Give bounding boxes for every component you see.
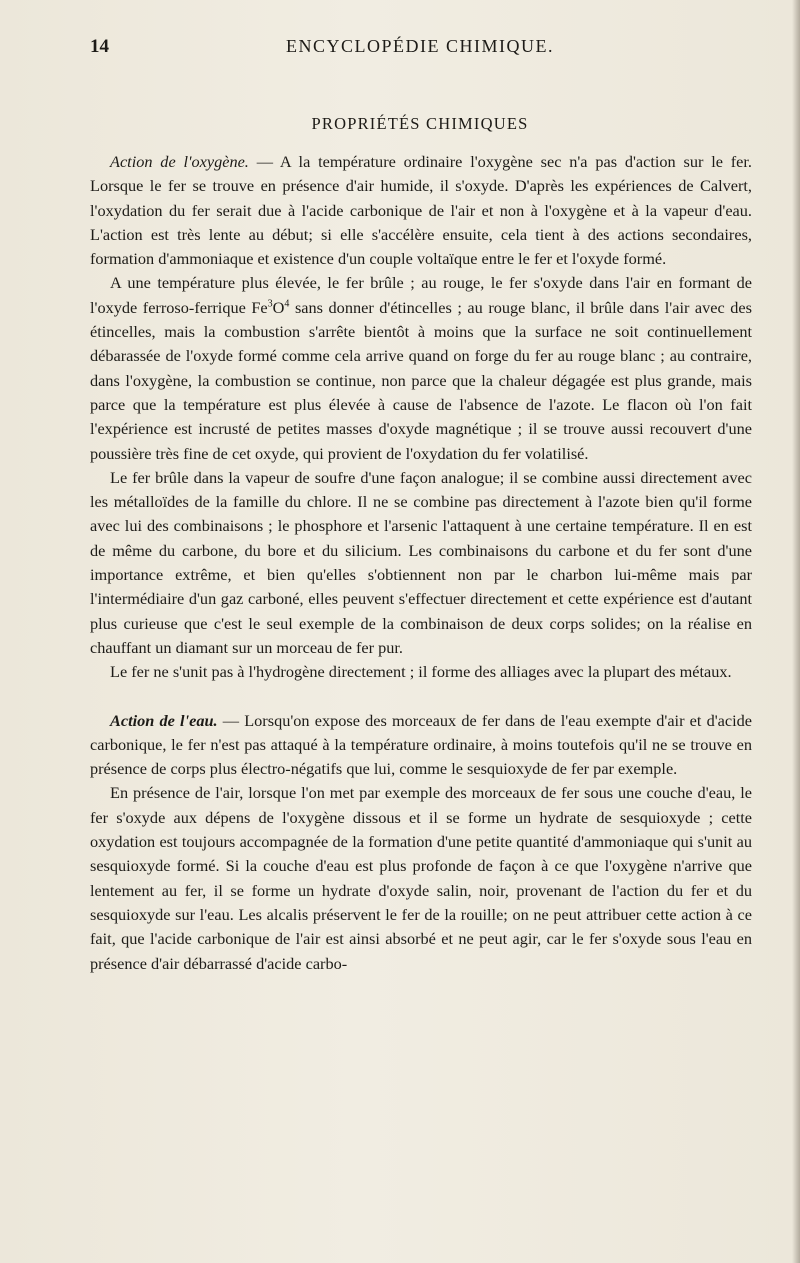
section-title: PROPRIÉTÉS CHIMIQUES bbox=[311, 114, 529, 133]
paragraph-lead: Action de l'oxygène. bbox=[110, 152, 249, 171]
body-text bbox=[90, 150, 752, 976]
paragraph-air-presence bbox=[90, 781, 752, 975]
formula-oxygen: O bbox=[272, 297, 285, 317]
page-header bbox=[90, 36, 750, 60]
paragraph-text: Le fer brûle dans la vapeur de soufre d'une façon analogue; il se combine aussi directement avec les métalloïdes de la famille du chlore. Il ne se combine pas directement à l'azote bien qu'il forme avec lui des combinaisons ; le phosphore et l'arsenic l'attaquent à une certaine température. Il en est de même du carbone, du bore et du silicium. Les combinaisons du carbone et du fer sont d'une importance extrême, et bien qu'elles s'obtiennent non par le charbon lui-même mais par l'intermédiaire d'un gaz carboné, elles peuvent s'effectuer directement et cette expérience est d'autant plus curieuse que c'est le seul exemple de la combinaison de deux corps solides; on la réalise en chauffant un diamant sur un morceau de fer pur. bbox=[90, 467, 752, 657]
paragraph-text: En présence de l'air, lorsque l'on met par exemple des morceaux de fer sous une couche d'eau, le fer s'oxyde aux dépens de l'oxygène dissous et il se forme un hydrate de sesquioxyde ; cette oxydation est toujours accompagnée de la formation d'une petite quantité d'ammoniaque qui s'unit au sesquioxyde formé. Si la couche d'eau est plus profonde de façon à ce que l'oxygène n'arrive que lentement au fer, il se forme un hydrate d'oxyde salin, noir, provenant de l'action du fer et du sesquioxyde sur l'eau. Les alcalis préservent le fer de la rouille; on ne peut attribuer cette action à ce fait, que l'acide carbonique de l'air est ainsi absorbé et ne peut agir, car le fer s'oxyde sous l'eau en présence d'air débarrassé d'acide carbo- bbox=[90, 783, 752, 973]
paragraph-text: A une température plus élevée, le fer brûle ; au rouge, le fer s'oxyde dans l'air en formant de l'oxyde ferroso-ferrique Fe bbox=[90, 273, 752, 317]
superscript-4: 4 bbox=[284, 298, 290, 310]
superscript-3: 3 bbox=[267, 298, 273, 310]
paragraph-high-temperature bbox=[90, 271, 752, 465]
paragraph-lead: Action de l'eau. bbox=[110, 710, 218, 730]
paragraph-text: Le fer ne s'unit pas à l'hydrogène directement ; il forme des alliages avec la plupart des métaux. bbox=[110, 662, 732, 682]
paragraph-text: — A la température ordinaire l'oxygène sec n'a pas d'action sur le fer. Lorsque le fer se trouve en présence d'air humide, il s'oxyde. D'après les expériences de Calvert, l'oxydation du fer serait due à l'acide carbonique de l'air et non à l'oxygène et à la vapeur d'eau. L'action est très lente au début; si elle s'accélère ensuite, cela tient à des actions secondaires, formation d'ammoniaque et existence d'un couple voltaïque entre le fer et l'oxyde formé. bbox=[90, 152, 752, 269]
paragraph-text: sans donner d'étincelles ; au rouge blanc, il brûle dans l'air avec des étincelles, mais la combustion s'arrête bientôt à moins que la surface ne soit continuellement débarassée de l'oxyde formé comme cela arrive quand on forge du fer au rouge blanc ; au contraire, dans l'oxygène, la combustion se continue, non parce que la chaleur dégagée est plus grande, mais parce que la température est plus élevée à cause de l'absence de l'azote. Le flacon où l'on fait l'expérience est incrusté de petites masses d'oxyde magnétique ; il se trouve aussi recouvert d'une poussière très fine de cet oxyde, qui provient de l'oxydation du fer volatilisé. bbox=[90, 297, 752, 463]
page-edge-shadow bbox=[792, 0, 800, 1263]
paragraph-hydrogen bbox=[90, 660, 752, 684]
paragraph-sulfur bbox=[90, 466, 752, 660]
paragraph-text: — Lorsqu'on expose des morceaux de fer dans de l'eau exempte d'air et d'acide carbonique, le fer n'est pas attaqué à la température ordinaire, à moins toutefois qu'il ne se trouve en présence de corps plus électro-négatifs que lui, comme le sesquioxyde de fer par exemple. bbox=[90, 710, 753, 779]
running-head: ENCYCLOPÉDIE CHIMIQUE. bbox=[286, 36, 554, 56]
page-number: 14 bbox=[90, 36, 109, 57]
paragraph-water-action bbox=[90, 709, 752, 782]
paragraph-oxygen-action bbox=[90, 150, 752, 271]
